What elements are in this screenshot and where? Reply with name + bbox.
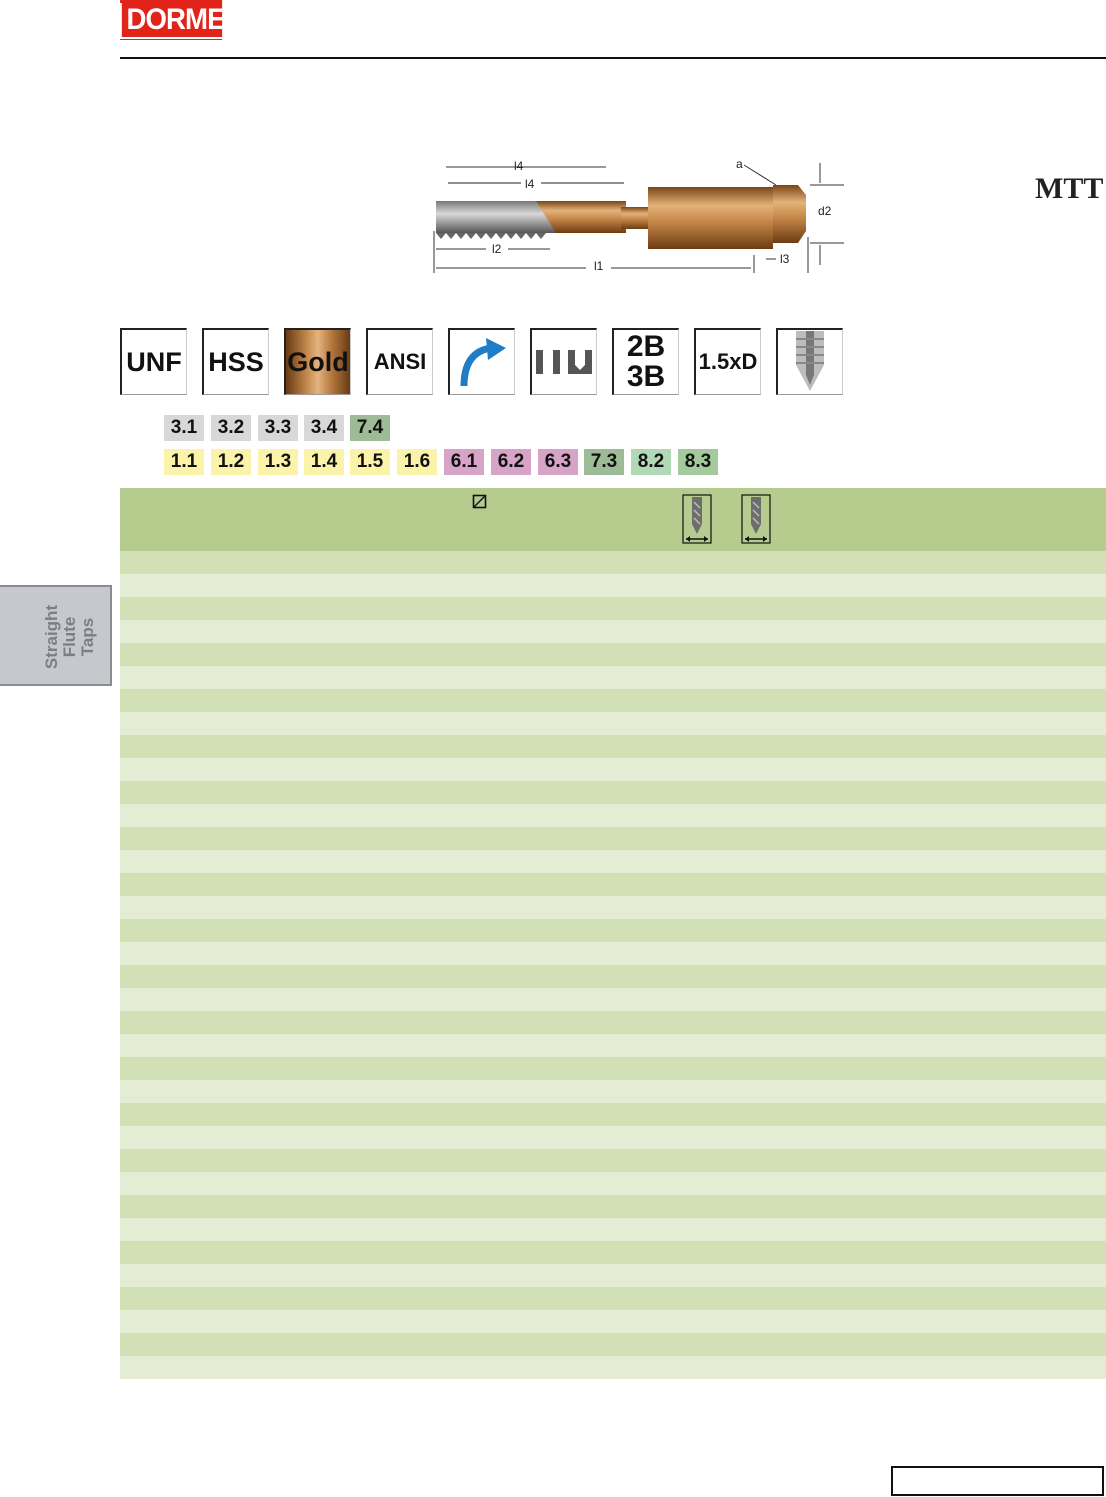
material-tag: 1.2	[211, 449, 251, 475]
tolerance-3b: 3B	[626, 360, 666, 393]
table-row	[120, 666, 1106, 689]
header-divider	[120, 57, 1106, 59]
table-row	[120, 712, 1106, 735]
table-row	[120, 1103, 1106, 1126]
table-row	[120, 827, 1106, 850]
material-tag: 1.5	[350, 449, 390, 475]
table-row	[120, 1057, 1106, 1080]
material-tag: 3.4	[304, 415, 344, 441]
table-row	[120, 850, 1106, 873]
table-row	[120, 574, 1106, 597]
table-row	[120, 620, 1106, 643]
material-tag: 1.4	[304, 449, 344, 475]
table-row	[120, 1080, 1106, 1103]
table-row	[120, 1172, 1106, 1195]
depth-1-5xd-icon: 1.5xD	[694, 328, 761, 395]
spiral-point-arrow-icon	[448, 328, 515, 395]
coating-gold-icon: Gold	[284, 328, 351, 395]
dim-l1: l1	[594, 259, 604, 273]
dim-l4: l4	[525, 177, 535, 191]
material-tag: 7.4	[350, 415, 390, 441]
tap-dimension-diagram	[426, 155, 852, 290]
table-row	[120, 551, 1106, 574]
through-blind-hole-icon	[530, 328, 597, 395]
table-row	[120, 1011, 1106, 1034]
table-row	[120, 804, 1106, 827]
dim-l3: l3	[780, 252, 790, 266]
dim-d2: d2	[818, 204, 832, 218]
table-row	[120, 1264, 1106, 1287]
table-row	[120, 1195, 1106, 1218]
material-tag: 3.2	[211, 415, 251, 441]
table-row	[120, 1034, 1106, 1057]
material-tag: 8.3	[678, 449, 718, 475]
table-row	[120, 942, 1106, 965]
thread-unf-icon: UNF	[120, 328, 187, 395]
table-row	[120, 896, 1106, 919]
section-tab-straight-flute-taps[interactable]	[0, 585, 112, 686]
product-code: MTT	[1035, 172, 1104, 205]
drill-diameter-icon	[741, 494, 771, 544]
material-tag: 3.1	[164, 415, 204, 441]
dim-a: a	[736, 157, 743, 171]
table-row	[120, 1149, 1106, 1172]
table-row	[120, 965, 1106, 988]
table-row	[120, 689, 1106, 712]
table-row	[120, 735, 1106, 758]
table-row	[120, 643, 1106, 666]
material-tag: 6.1	[444, 449, 484, 475]
material-tag: 8.2	[631, 449, 671, 475]
table-row	[120, 873, 1106, 896]
page-number-box	[891, 1466, 1104, 1496]
table-body	[120, 551, 1106, 1379]
tolerance-2b: 2B	[626, 330, 666, 363]
table-row	[120, 1356, 1106, 1379]
tap-profile-icon	[776, 328, 843, 395]
table-row	[120, 597, 1106, 620]
material-tag: 6.2	[491, 449, 531, 475]
material-tag: 3.3	[258, 415, 298, 441]
material-hss-icon: HSS	[202, 328, 269, 395]
dormer-logo: DORMER	[120, 0, 222, 40]
drill-diameter-icon	[682, 494, 712, 544]
table-row	[120, 1218, 1106, 1241]
material-tag: 1.6	[397, 449, 437, 475]
tolerance-class-icon	[612, 328, 679, 395]
table-row	[120, 1310, 1106, 1333]
material-tag: 7.3	[584, 449, 624, 475]
table-row	[120, 1333, 1106, 1356]
table-row	[120, 781, 1106, 804]
table-header	[120, 488, 1106, 551]
dim-l4-top: l4	[514, 159, 524, 173]
standard-ansi-icon: ANSI	[366, 328, 433, 395]
table-row	[120, 1287, 1106, 1310]
square-shank-icon	[472, 494, 488, 510]
table-row	[120, 758, 1106, 781]
material-tag: 1.1	[164, 449, 204, 475]
table-row	[120, 1241, 1106, 1264]
material-tag: 1.3	[258, 449, 298, 475]
table-row	[120, 919, 1106, 942]
table-row	[120, 1126, 1106, 1149]
dim-l2: l2	[492, 242, 502, 256]
material-tag: 6.3	[538, 449, 578, 475]
section-tab-label: Straight Flute Taps	[42, 604, 97, 670]
table-row	[120, 988, 1106, 1011]
